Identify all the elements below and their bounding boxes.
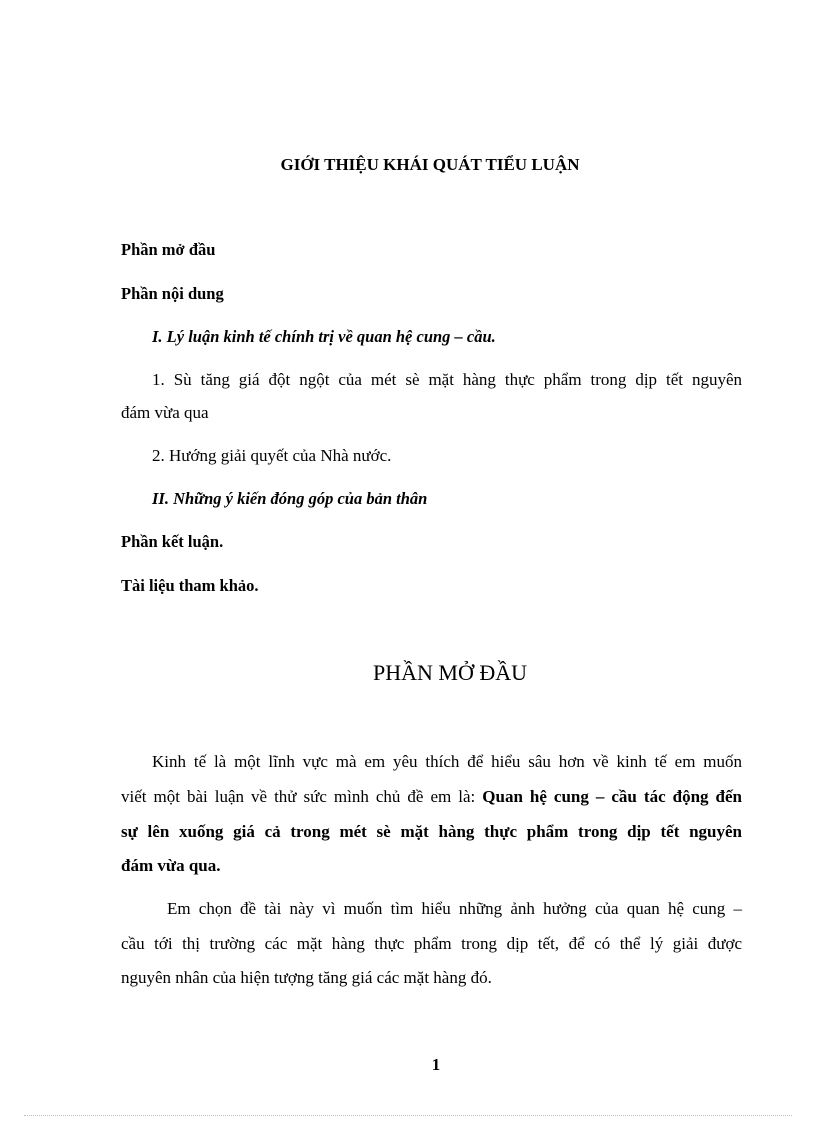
paragraph-2-line-3: nguyên nhân của hiện tượng tăng giá các mặt hàng đó. — [121, 968, 492, 987]
toc-item-1-line-a: 1. Sù tăng giá đột ngột của mét sè mặt hàng thực phẩm trong dịp tết nguyên — [152, 370, 742, 389]
section-title: PHẦN MỞ ĐẦU — [372, 660, 527, 685]
paragraph-1-line-2-bold: Quan hệ cung – cầu tác động đến — [482, 787, 742, 806]
paragraph-1-line-2-plain: viết một bài luận về thử sức mình chủ đề em là: — [121, 787, 476, 806]
toc-item-references: Tài liệu tham khảo. — [121, 576, 259, 595]
toc-section-2: II. Những ý kiến đóng góp của bản thân — [152, 489, 428, 508]
paragraph-1-line-1: Kinh tế là một lĩnh vực mà em yêu thích để hiểu sâu hơn về kinh tế em muốn — [152, 752, 742, 771]
paragraph-1-line-3: sự lên xuống giá cả trong mét sè mặt hàng thực phẩm trong dịp tết nguyên — [121, 822, 742, 841]
toc-section-1: I. Lý luận kinh tế chính trị về quan hệ cung – cầu. — [152, 327, 496, 346]
page-bottom-divider — [24, 1115, 792, 1116]
page-number: 1 — [431, 1055, 441, 1074]
toc-item-intro: Phần mở đầu — [121, 240, 216, 259]
paragraph-1-line-4: đám vừa qua. — [121, 856, 221, 875]
toc-item-content: Phần nội dung — [121, 284, 224, 303]
paragraph-2-line-2: cầu tới thị trường các mặt hàng thực phẩm trong dịp tết, để có thể lý giải được — [121, 934, 742, 953]
toc-item-conclusion: Phần kết luận. — [121, 532, 224, 551]
toc-item-1-line-b: đám vừa qua — [121, 403, 209, 422]
toc-item-2: 2. Hướng giải quyết của Nhà nước. — [152, 446, 392, 465]
paragraph-2-line-1: Em chọn đề tài này vì muốn tìm hiểu những ảnh hưởng của quan hệ cung – — [167, 899, 742, 918]
paragraph-1-line-2 — [121, 787, 742, 807]
toc-title: GIỚI THIỆU KHÁI QUÁT TIỂU LUẬN — [280, 155, 580, 174]
